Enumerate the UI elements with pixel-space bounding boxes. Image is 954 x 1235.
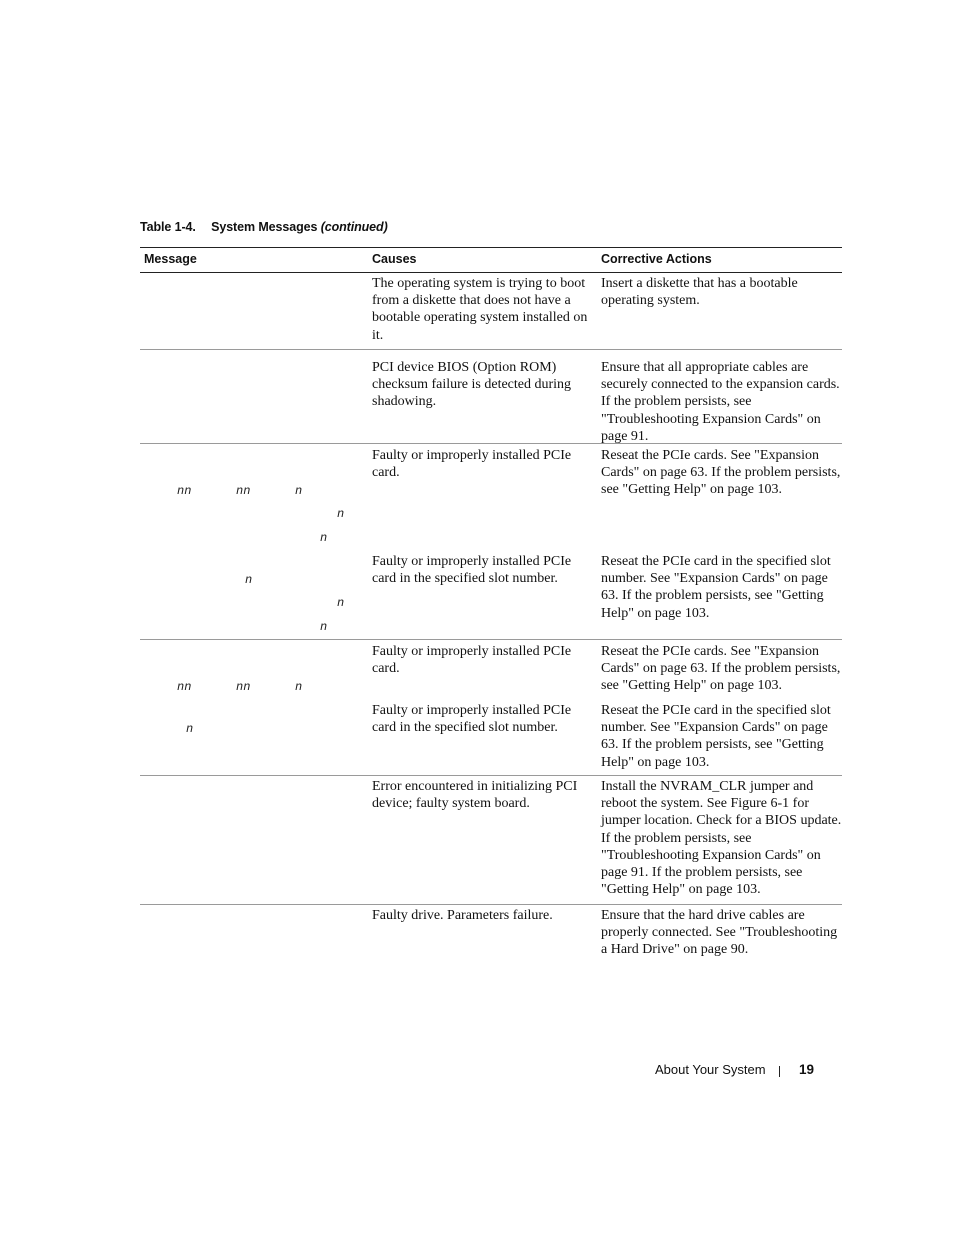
message-variable: n [295,680,303,694]
table-title: System Messages [211,220,318,234]
message-variable: n [320,620,328,634]
table-row [140,905,842,983]
action-cell: Insert a diskette that has a bootable operating system. [601,276,798,309]
table-continued: (continued) [320,220,388,234]
message-variable: n [245,573,253,587]
table-row [140,640,842,776]
cause-cell: Faulty or improperly installed PCIe card. [372,448,572,481]
footer-divider [779,1066,780,1077]
table-row [140,273,842,350]
message-variable: n [337,596,345,610]
message-variable: nn [177,680,192,694]
message-variable: n [295,484,303,498]
message-variable: n [186,722,194,736]
message-variable: nn [236,680,251,694]
action-cell: Reseat the PCIe cards. See "Expansion Cards" on page 63. If the problem persists, see "Getting Help" on page 103. [601,448,841,498]
action-cell: Ensure that all appropriate cables are securely connected to the expansion cards. If the problem persists, see "Troubleshooting Expansion Cards" on page 91. [601,360,840,444]
action-cell: Reseat the PCIe cards. See "Expansion Cards" on page 63. If the problem persists, see "Getting Help" on page 103. [601,644,841,694]
action-cell: Ensure that the hard drive cables are properly connected. See "Troubleshooting a Hard Drive" on page 90. [601,908,838,958]
table-row [140,350,842,444]
table-row [140,776,842,905]
cause-cell: Faulty or improperly installed PCIe card in the specified slot number. [372,703,572,736]
cause-cell: Error encountered in initializing PCI device; faulty system board. [372,779,578,812]
action-cell: Reseat the PCIe card in the specified slot number. See "Expansion Cards" on page 63. If the problem persists, see "Getting Help" on page 103. [601,703,831,770]
table-header [140,247,842,273]
cause-cell: Faulty drive. Parameters failure. [372,908,553,923]
message-variable: n [320,531,328,545]
cause-cell: Faulty or improperly installed PCIe card. [372,644,572,677]
footer-section-title: About Your System [655,1062,766,1077]
action-cell: Reseat the PCIe card in the specified slot number. See "Expansion Cards" on page 63. If the problem persists, see "Getting Help" on page 103. [601,554,831,621]
cause-cell: The operating system is trying to boot from a diskette that does not have a bootable operating system installed on it. [372,276,588,343]
action-cell: Install the NVRAM_CLR jumper and reboot the system. See Figure 6-1 for jumper location. Check for a BIOS update. If the problem persists, see "Troubleshooting Expansion Cards" on page 91. If the problem persists, see "Getting Help" on page 103. [601,779,842,898]
cause-cell: PCI device BIOS (Option ROM) checksum failure is detected during shadowing. [372,360,572,410]
system-messages-table [140,247,842,983]
page-number: 19 [799,1062,815,1077]
table-caption [140,220,388,234]
message-variable: nn [177,484,192,498]
header-message: Message [144,252,197,266]
message-variable: nn [236,484,251,498]
header-actions: Corrective Actions [601,252,712,266]
table-row [140,444,842,640]
cause-cell: Faulty or improperly installed PCIe card in the specified slot number. [372,554,572,587]
message-variable: n [337,507,345,521]
header-causes: Causes [372,252,417,266]
table-number: Table 1-4. [140,220,196,234]
